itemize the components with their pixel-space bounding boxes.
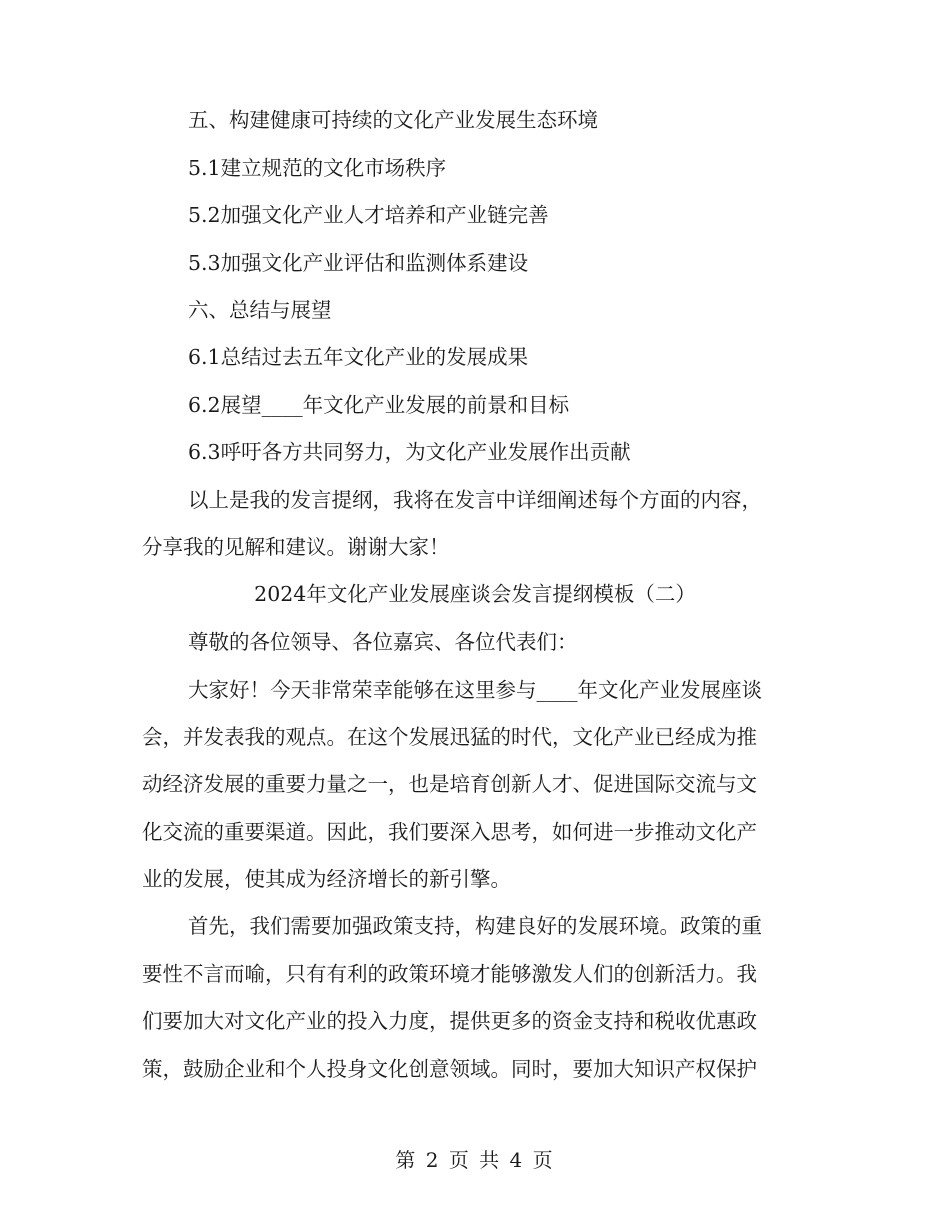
- paragraph2-line-1: 首先，我们需要加强政策支持，构建良好的发展环境。政策的重: [188, 914, 762, 938]
- outline-item-5-3: 5.3加强文化产业评估和监测体系建设: [188, 251, 529, 275]
- outline-heading-5: 五、构建健康可持续的文化产业发展生态环境: [188, 108, 598, 132]
- outline-heading-6: 六、总结与展望: [188, 298, 332, 322]
- outline-item-5-2: 5.2加强文化产业人才培养和产业链完善: [188, 203, 549, 227]
- paragraph2-line-4: 策，鼓励企业和个人投身文化创意领域。同时，要加大知识产权保护: [142, 1057, 757, 1081]
- paragraph2-line-3: 们要加大对文化产业的投入力度，提供更多的资金支持和税收优惠政: [142, 1009, 757, 1033]
- closing-line-1: 以上是我的发言提纲，我将在发言中详细阐述每个方面的内容，: [188, 488, 762, 512]
- paragraph1-line-5: 业的发展，使其成为经济增长的新引擎。: [142, 867, 511, 891]
- closing-line-2: 分享我的见解和建议。谢谢大家！: [142, 535, 450, 559]
- outline-item-6-1: 6.1总结过去五年文化产业的发展成果: [188, 345, 529, 369]
- paragraph1-line-4: 化交流的重要渠道。因此，我们要深入思考，如何进一步推动文化产: [142, 820, 757, 844]
- section-title: 2024年文化产业发展座谈会发言提纲模板（二）: [254, 582, 696, 606]
- paragraph1-line-2: 会，并发表我的观点。在这个发展迅猛的时代，文化产业已经成为推: [142, 725, 757, 749]
- paragraph1-line-1: 大家好！今天非常荣幸能够在这里参与____年文化产业发展座谈: [188, 678, 762, 702]
- outline-item-6-3: 6.3呼吁各方共同努力，为文化产业发展作出贡献: [188, 440, 631, 464]
- paragraph1-line-3: 动经济发展的重要力量之一，也是培育创新人才、促进国际交流与文: [142, 772, 757, 796]
- paragraph2-line-2: 要性不言而喻，只有有利的政策环境才能够激发人们的创新活力。我: [142, 962, 757, 986]
- greeting: 尊敬的各位领导、各位嘉宾、各位代表们：: [188, 630, 578, 654]
- outline-item-6-2: 6.2展望____年文化产业发展的前景和目标: [188, 393, 570, 417]
- outline-item-5-1: 5.1建立规范的文化市场秩序: [188, 156, 447, 180]
- page-footer: 第 2 页 共 4 页: [395, 1148, 555, 1172]
